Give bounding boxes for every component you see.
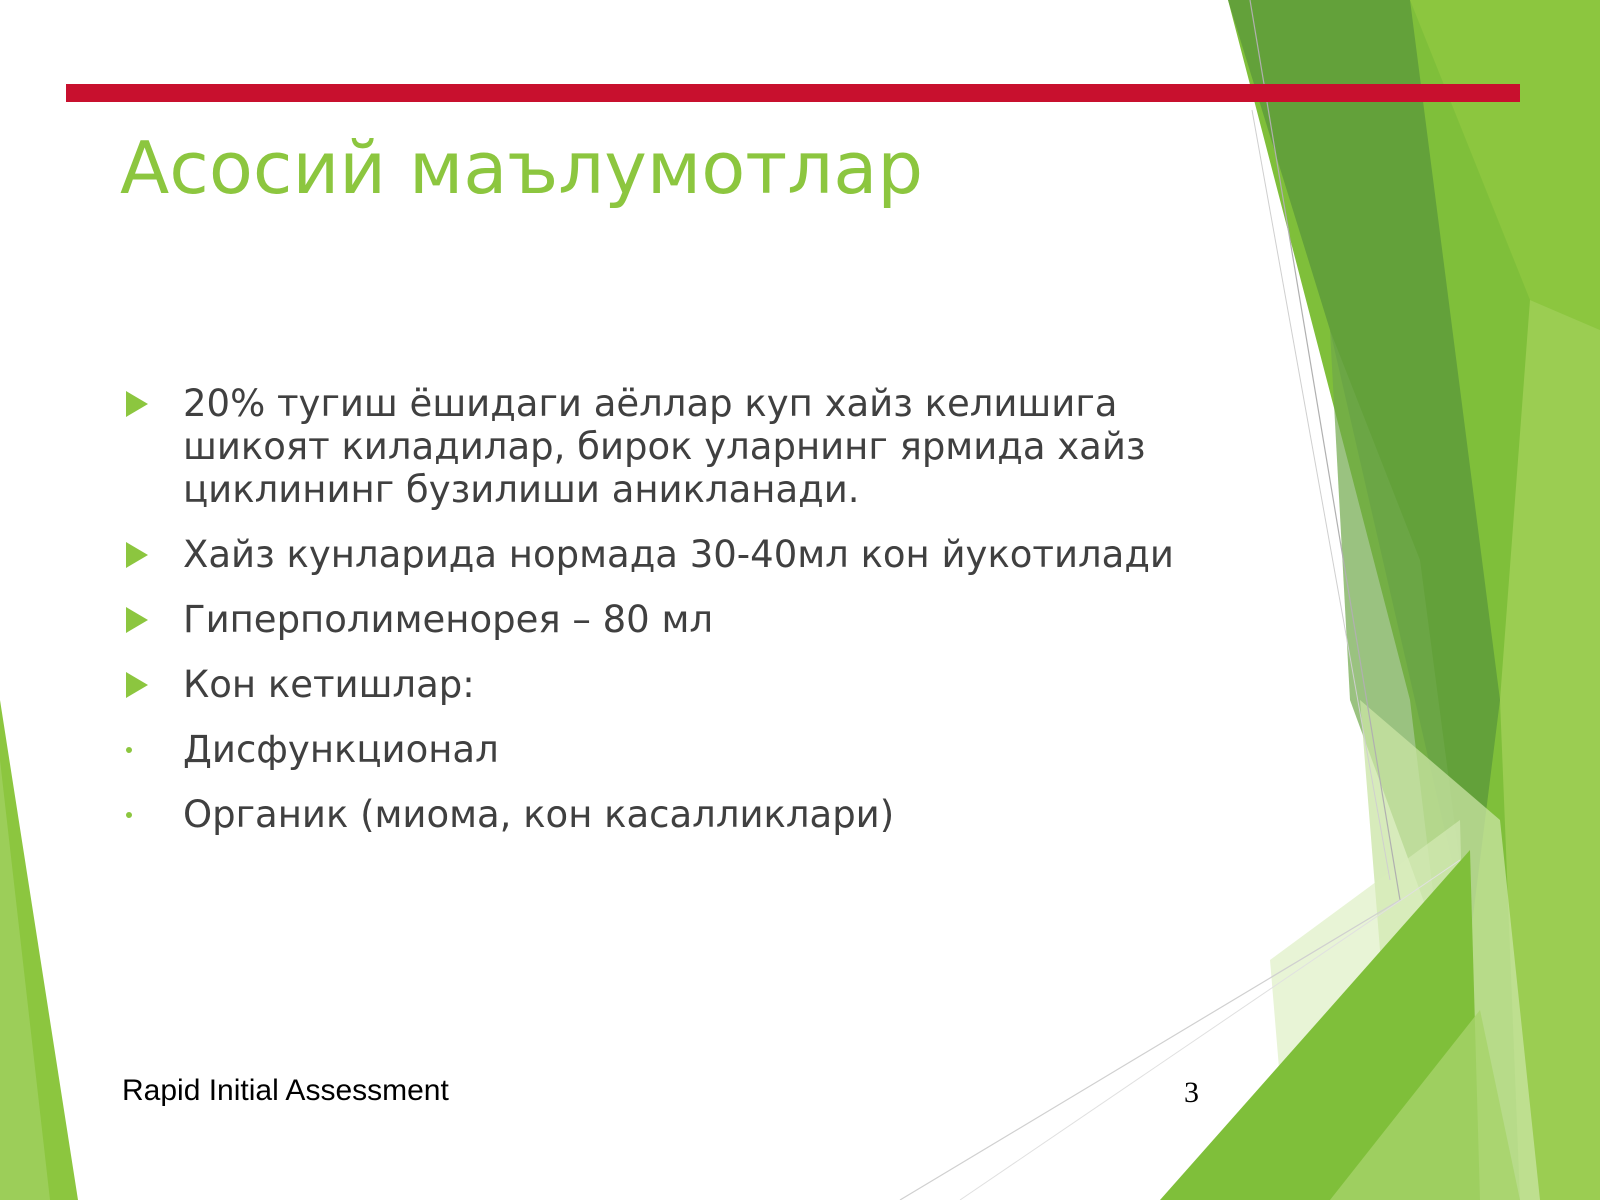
dot-bullet-icon	[126, 812, 132, 818]
slide-footer: Rapid Initial Assessment	[122, 1074, 449, 1107]
bullet-text: 20% тугиш ёшидаги аёллар куп хайз келишига шикоят киладилар, бирок уларнинг ярмида хайз циклининг бузилиши аникланади.	[183, 382, 1146, 511]
bullet-text: Хайз кунларида нормада 30-40мл кон йукотилади	[183, 533, 1174, 576]
arrow-bullet-icon	[126, 391, 148, 417]
arrow-bullet-icon	[126, 607, 148, 633]
bullet-text: Дисфункционал	[183, 728, 499, 771]
bullet-item	[120, 598, 1200, 641]
bullet-item	[120, 533, 1200, 576]
slide-title: Асосий маълумотлар	[120, 126, 924, 210]
arrow-bullet-icon	[126, 542, 148, 568]
bullet-item	[120, 728, 1200, 771]
dot-bullet-icon	[126, 747, 132, 753]
bullet-text: Органик (миома, кон касалликлари)	[183, 793, 895, 836]
slide-number: 3	[1184, 1076, 1199, 1109]
arrow-bullet-icon	[126, 672, 148, 698]
bullet-item	[120, 663, 1200, 706]
bullet-item	[120, 793, 1200, 836]
bullet-item	[120, 382, 1200, 511]
bullet-text: Гиперполименорея – 80 мл	[183, 598, 714, 641]
bullet-text: Кон кетишлар:	[183, 663, 475, 706]
bullet-list	[120, 382, 1200, 858]
title-accent-bar	[66, 84, 1520, 102]
